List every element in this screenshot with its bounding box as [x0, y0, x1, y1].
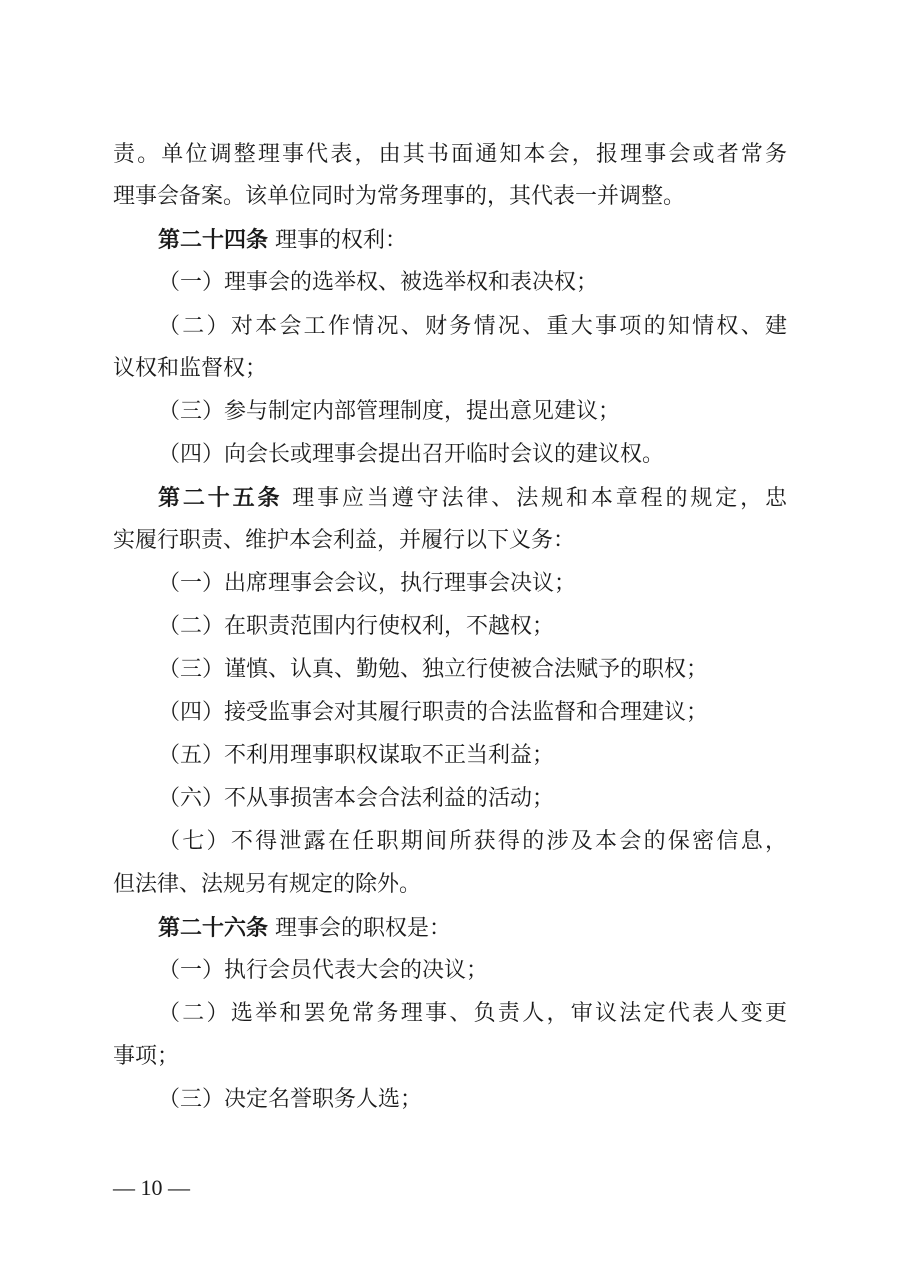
- article-heading: 第二十四条: [158, 227, 269, 253]
- list-item: （三）决定名誉职务人选；: [158, 1087, 423, 1112]
- list-item: （三）参与制定内部管理制度，提出意见建议；: [158, 399, 621, 424]
- article-heading: 第二十五条: [158, 485, 283, 511]
- article-26-line: [158, 917, 451, 940]
- paragraph-line: 但法律、法规另有规定的除外。: [113, 872, 422, 897]
- list-item: （四）向会长或理事会提出召开临时会议的建议权。: [158, 442, 665, 467]
- list-item: （三）谨慎、认真、勤勉、独立行使被合法赋予的职权；: [158, 657, 709, 682]
- article-heading: 第二十六条: [158, 915, 269, 941]
- list-item: （二）选举和罢免常务理事、负责人，审议法定代表人变更: [158, 1001, 787, 1026]
- list-item: （二）对本会工作情况、财务情况、重大事项的知情权、建: [158, 314, 787, 339]
- list-item: （一）出席理事会会议，执行理事会决议；: [158, 571, 577, 596]
- list-item: （七）不得泄露在任职期间所获得的涉及本会的保密信息，: [158, 829, 787, 854]
- list-item: （六）不从事损害本会合法利益的活动；: [158, 786, 555, 811]
- list-item: （四）接受监事会对其履行职责的合法监督和合理建议；: [158, 700, 709, 725]
- list-item: （二）在职责范围内行使权利，不越权；: [158, 614, 555, 639]
- paragraph-line: 责。单位调整理事代表，由其书面通知本会，报理事会或者常务: [113, 142, 787, 167]
- paragraph-line: 理事会备案。该单位同时为常务理事的，其代表一并调整。: [113, 184, 686, 209]
- list-item: （一）理事会的选举权、被选举权和表决权；: [158, 270, 599, 295]
- paragraph-line: 议权和监督权；: [113, 356, 268, 381]
- list-item: （一）执行会员代表大会的决议；: [158, 958, 489, 983]
- article-text: 理事的权利：: [275, 228, 408, 253]
- list-item: （五）不利用理事职权谋取不正当利益；: [158, 743, 555, 768]
- article-text: 理事应当遵守法律、法规和本章程的规定，忠: [292, 486, 787, 511]
- page-number: — 10 —: [113, 1175, 190, 1200]
- paragraph-line: 实履行职责、维护本会利益，并履行以下义务：: [113, 528, 576, 553]
- article-text: 理事会的职权是：: [275, 916, 452, 941]
- paragraph-line: 事项；: [113, 1044, 180, 1069]
- article-24-line: [158, 229, 407, 252]
- article-25-line: [158, 487, 787, 510]
